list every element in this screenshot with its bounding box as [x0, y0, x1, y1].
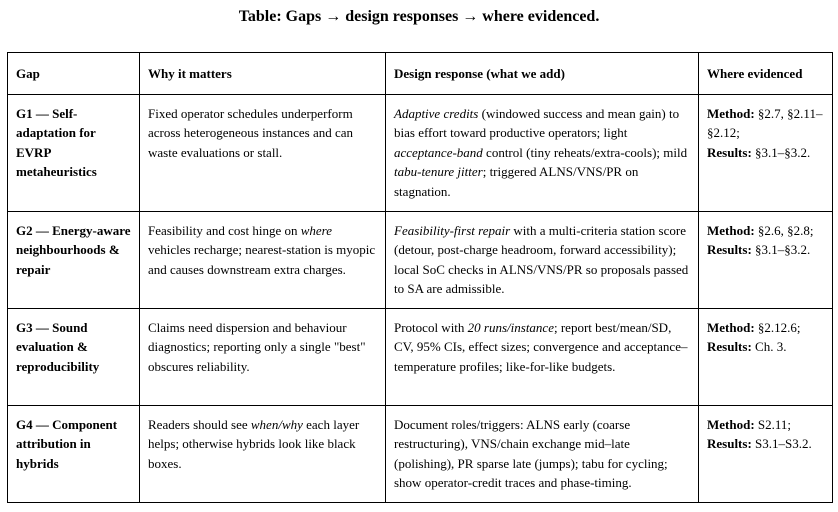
why-cell [140, 212, 386, 309]
why-text: vehicles recharge; nearest-station is myopic and causes downstream extra charges. [148, 242, 376, 277]
table-row [8, 212, 833, 309]
method-value: S2.11; [754, 417, 792, 432]
why-cell [140, 406, 386, 503]
design-text: tabu-tenure jitter [394, 164, 483, 180]
results-value: §3.1–§3.2. [751, 242, 811, 258]
gap-cell: G2 — Energy-aware neighbourhoods & repair [8, 212, 140, 309]
design-text: ; report best/mean/SD, CV, 95% CIs, effect sizes; convergence and acceptance–temperature profiles; like-for-like budgets. [394, 320, 688, 374]
why-text: Feasibility and cost hinge on [148, 223, 301, 238]
gap-cell: G3 — Sound evaluation & reproducibility [8, 309, 140, 406]
header-where: Where evidenced [699, 53, 833, 95]
results-label: Results: [707, 436, 752, 452]
table-row [8, 309, 833, 406]
why-cell: Fixed operator schedules underperform across heterogeneous instances and can waste evaluations or stall. [140, 95, 386, 212]
table-row [8, 406, 833, 503]
design-text: control (tiny reheats/extra-cools); mild [482, 144, 688, 160]
design-text: with a multi-criteria station score (detour, post-charge headroom, forward accessibility); local SoC checks in ALNS/VNS/PR so proposals passed to SA are admissible. [394, 223, 689, 297]
method-value: §2.6, §2.8; [754, 223, 814, 238]
design-cell [386, 309, 699, 406]
results-value: S3.1–S3.2. [751, 436, 812, 452]
design-cell: Document roles/triggers: ALNS early (coarse restructuring), VNS/chain exchange mid–late (polishing), PR sparse late (jumps); tabu for cycling; show operator-credit traces and phase-timing. [386, 406, 699, 503]
results-value: §3.1–§3.2. [751, 144, 811, 160]
method-label: Method: [707, 320, 755, 335]
method-label: Method: [707, 106, 755, 121]
gap-cell: G4 — Component attribution in hybrids [8, 406, 140, 503]
design-text: Protocol with [394, 320, 468, 335]
where-cell [699, 309, 833, 406]
design-text: acceptance-band [394, 144, 483, 160]
why-cell: Claims need dispersion and behaviour diagnostics; reporting only a single "best" obscures reliability. [140, 309, 386, 406]
why-text: where [300, 223, 333, 238]
where-cell [699, 212, 833, 309]
header-why: Why it matters [140, 53, 386, 95]
design-text: Adaptive credits [394, 106, 479, 121]
header-gap: Gap [8, 53, 140, 95]
header-design: Design response (what we add) [386, 53, 699, 95]
gaps-table [7, 52, 833, 503]
results-label: Results: [707, 339, 752, 355]
method-value: §2.12.6; [754, 320, 801, 335]
results-label: Results: [707, 242, 752, 258]
design-text: (windowed success and mean gain) to bias effort toward productive operators; light [394, 106, 680, 141]
results-label: Results: [707, 144, 752, 160]
method-label: Method: [707, 417, 755, 432]
design-text: Feasibility-first repair [394, 223, 511, 238]
why-text: Readers should see [148, 417, 251, 432]
method-label: Method: [707, 223, 755, 238]
why-text: each layer helps; otherwise hybrids look like black boxes. [148, 417, 360, 471]
why-text: when/why [250, 417, 303, 432]
where-cell [699, 95, 833, 212]
table-title: Table: Gaps → design responses → where evidenced. [238, 8, 600, 25]
where-cell [699, 406, 833, 503]
design-cell [386, 212, 699, 309]
design-text: 20 runs/instance [467, 320, 554, 335]
results-value: Ch. 3. [751, 339, 787, 355]
design-text: ; triggered ALNS/VNS/PR on stagnation. [394, 164, 639, 199]
header-row [8, 53, 833, 95]
gap-cell: G1 — Self-adaptation for EVRP metaheuristics [8, 95, 140, 212]
method-value: §2.7, §2.11–§2.12; [707, 106, 823, 141]
table-row [8, 95, 833, 212]
design-cell [386, 95, 699, 212]
